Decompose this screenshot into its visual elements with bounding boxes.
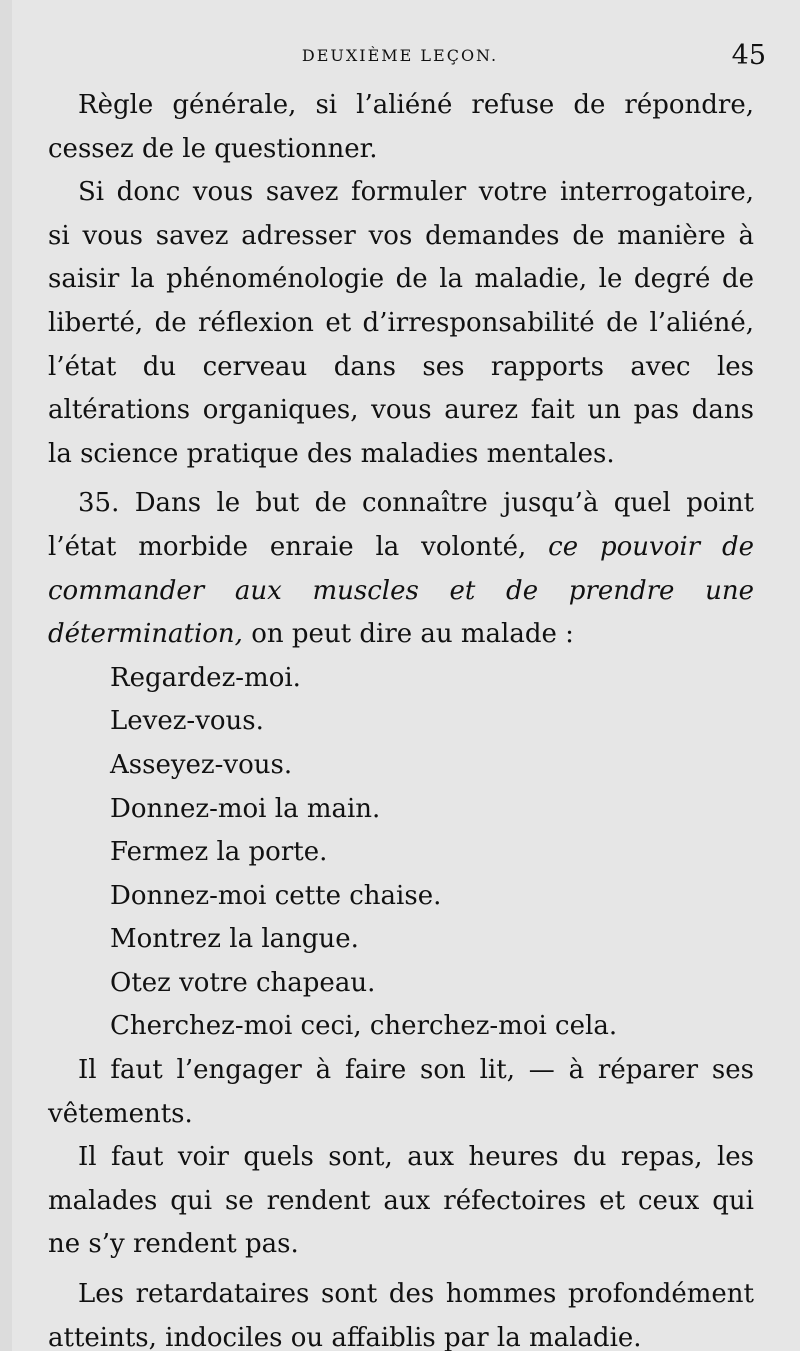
page-edge xyxy=(0,0,12,1351)
command-line: Asseyez-vous. xyxy=(110,749,293,780)
body-text xyxy=(48,84,754,1351)
command-line: Regardez-moi. xyxy=(110,662,301,693)
paragraph-interrogation: Si donc vous savez formuler votre interrogatoire, si vous savez adresser vos demandes de manière à saisir la phénoménologie de la maladie, le degré de liberté, de réflexion et d’irresponsabilité de l’aliéné, l’état du cerveau dans ses rapports avec les altérations organiques, vous aurez fait un pas dans la science pratique des maladies mentales. xyxy=(48,177,754,469)
command-line: Donnez-moi cette chaise. xyxy=(110,880,442,911)
paragraph-repas: Il faut voir quels sont, aux heures du repas, les malades qui se rendent aux réfectoires et ceux qui ne s’y rendent pas. xyxy=(48,1142,754,1260)
running-title: DEUXIÈME LEÇON. xyxy=(301,46,499,65)
paragraph-35-text: Dans le but de connaître jusqu’à quel point l’état morbide enraie la volonté, xyxy=(48,488,755,562)
paragraph-35-italic: ce pouvoir de commander aux muscles et de prendre une détermination, xyxy=(48,531,754,650)
command-line: Otez votre chapeau. xyxy=(110,967,376,998)
command-line: Levez-vous. xyxy=(110,706,264,737)
paragraph-35-end: on peut dire au malade : xyxy=(242,619,574,650)
command-line: Fermez la porte. xyxy=(110,837,328,868)
section-number: 35. xyxy=(78,488,120,519)
page-number: 45 xyxy=(731,40,766,71)
paragraph-rule: Règle générale, si l’aliéné refuse de répondre, cessez de le questionner. xyxy=(48,90,754,164)
running-head xyxy=(0,40,800,74)
command-line: Donnez-moi la main. xyxy=(110,793,381,824)
command-line: Cherchez-moi ceci, cherchez-moi cela. xyxy=(110,1011,618,1042)
command-line: Montrez la langue. xyxy=(110,924,359,955)
paragraph-lit: Il faut l’engager à faire son lit, — à réparer ses vêtements. xyxy=(48,1055,754,1129)
paragraph-35 xyxy=(48,482,754,656)
paragraph-retardataires: Les retardataires sont des hommes profondément atteints, indociles ou affaiblis par la maladie. xyxy=(48,1279,754,1351)
